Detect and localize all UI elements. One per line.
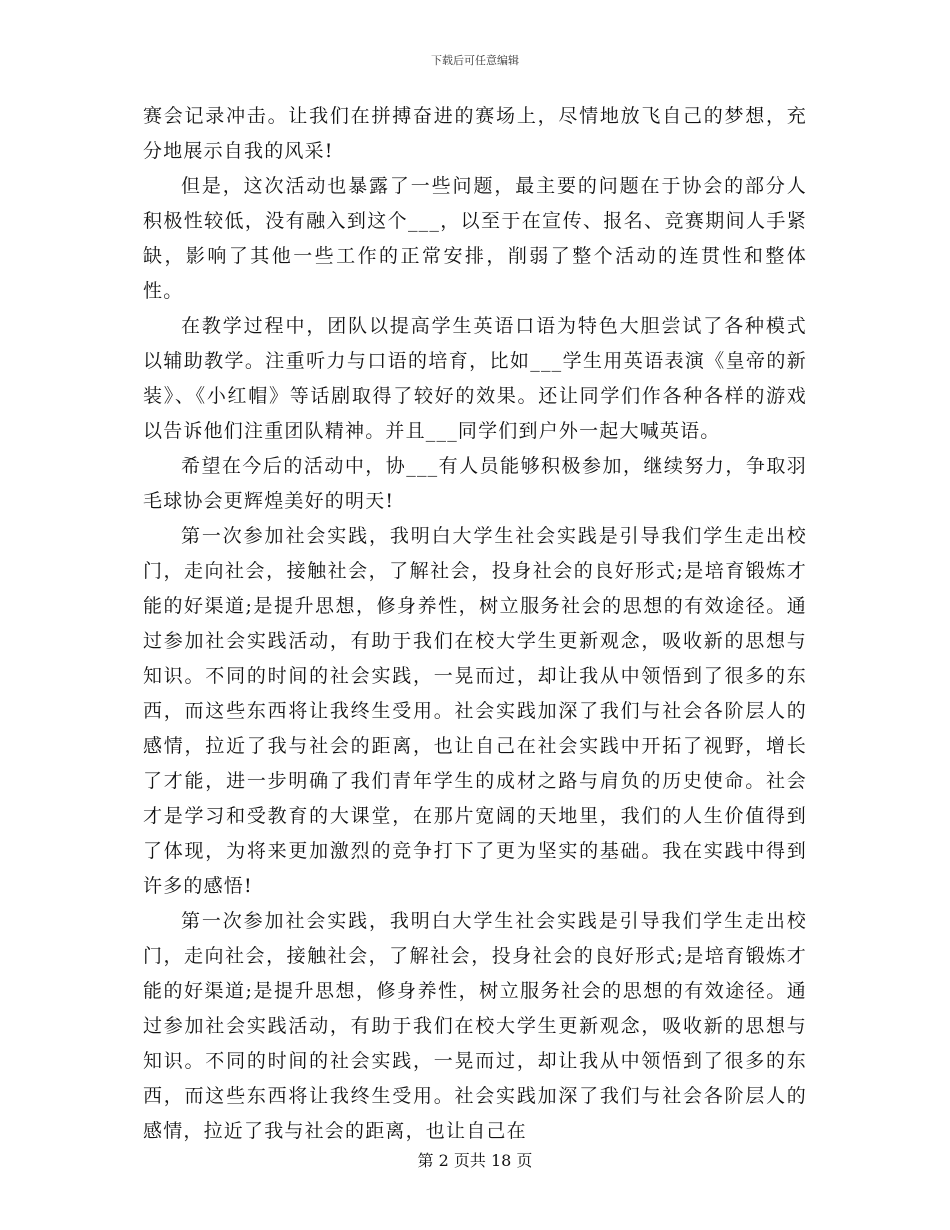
paragraph-2: 但是，这次活动也暴露了一些问题，最主要的问题在于协会的部分人积极性较低，没有融入到这个___，以至于在宣传、报名、竞赛期间人手紧缺，影响了其他一些工作的正常安排，削弱了整个活动的连贯性和整体性。 [143, 175, 807, 302]
paragraph-4: 希望在今后的活动中，协___有人员能够积极参加，继续努力，争取羽毛球协会更辉煌美好的明天! [143, 455, 807, 512]
page-header: 下载后可任意编辑 [431, 54, 519, 67]
paragraph-5: 第一次参加社会实践，我明白大学生社会实践是引导我们学生走出校门，走向社会，接触社会，了解社会，投身社会的良好形式;是培育锻炼才能的好渠道;是提升思想，修身养性，树立服务社会的思想的有效途径。通过参加社会实践活动，有助于我们在校大学生更新观念，吸收新的思想与知识。不同的时间的社会实践，一晃而过，却让我从中领悟到了很多的东西，而这些东西将让我终生受用。社会实践加深了我们与社会各阶层人的感情，拉近了我与社会的距离，也让自己在社会实践中开拓了视野，增长了才能，进一步明确了我们青年学生的成材之路与肩负的历史使命。社会才是学习和受教育的大课堂，在那片宽阔的天地里，我们的人生价值得到了体现，为将来更加激烈的竞争打下了更为坚实的基础。我在实践中得到许多的感悟! [143, 525, 807, 897]
paragraph-1: 赛会记录冲击。让我们在拼搏奋进的赛场上，尽情地放飞自己的梦想，充分地展示自我的风采! [143, 105, 807, 162]
paragraph-3: 在教学过程中，团队以提高学生英语口语为特色大胆尝试了各种模式以辅助教学。注重听力与口语的培育，比如___学生用英语表演《皇帝的新装》、《小红帽》等话剧取得了较好的效果。还让同学们作各种各样的游戏以告诉他们注重团队精神。并且___同学们到户外一起大喊英语。 [143, 315, 807, 442]
page-number-footer: 第 2 页共 18 页 [417, 1151, 533, 1170]
paragraph-6: 第一次参加社会实践，我明白大学生社会实践是引导我们学生走出校门，走向社会，接触社会，了解社会，投身社会的良好形式;是培育锻炼才能的好渠道;是提升思想，修身养性，树立服务社会的思想的有效途径。通过参加社会实践活动，有助于我们在校大学生更新观念，吸收新的思想与知识。不同的时间的社会实践，一晃而过，却让我从中领悟到了很多的东西，而这些东西将让我终生受用。社会实践加深了我们与社会各阶层人的感情，拉近了我与社会的距离，也让自己在 [143, 910, 807, 1142]
document-body [143, 99, 807, 1149]
